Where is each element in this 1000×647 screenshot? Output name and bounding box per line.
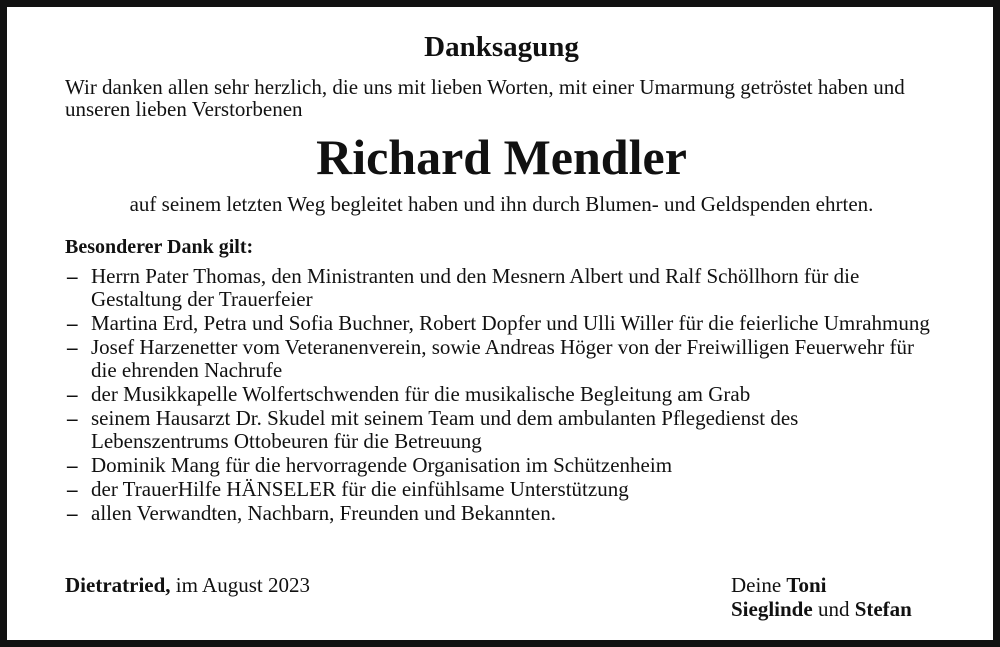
dash-bullet: –: [67, 264, 78, 288]
list-item: [65, 454, 938, 477]
signature-line-1: [731, 573, 912, 597]
signature-and: und: [812, 597, 855, 621]
list-item: [65, 265, 938, 311]
dash-bullet: –: [67, 453, 78, 477]
footer-place-date: [65, 573, 310, 597]
signature-prefix: Deine: [731, 573, 787, 597]
list-item-text: allen Verwandten, Nachbarn, Freunden und Bekannten.: [91, 501, 556, 525]
list-item: [65, 383, 938, 406]
footer-date: im August 2023: [170, 573, 310, 597]
dash-bullet: –: [67, 382, 78, 406]
thanks-list: [65, 265, 938, 526]
thanks-heading: Besonderer Dank gilt:: [65, 236, 254, 258]
dash-bullet: –: [67, 477, 78, 501]
list-item: [65, 312, 938, 335]
dash-bullet: –: [67, 501, 78, 525]
intro-text: Wir danken allen sehr herzlich, die uns mit lieben Worten, mit einer Umarmung getröstet haben und unseren lieben Verstorbenen: [65, 75, 905, 121]
dash-bullet: –: [67, 406, 78, 430]
footer-signature: [731, 573, 912, 621]
signature-name-stefan: Stefan: [854, 597, 912, 621]
dash-bullet: –: [67, 335, 78, 359]
list-item: [65, 502, 938, 525]
list-item: [65, 407, 938, 453]
deceased-name: Richard Mendler: [316, 129, 687, 185]
footer-place: Dietratried,: [65, 573, 171, 597]
list-item-text: Dominik Mang für die hervorragende Organisation im Schützenheim: [91, 453, 673, 477]
notice-title: Danksagung: [424, 31, 579, 63]
list-item-text: Josef Harzenetter vom Veteranenverein, sowie Andreas Höger von der Freiwilligen Feuerwehr für die ehrenden Nachrufe: [91, 335, 914, 382]
signature-name-toni: Toni: [786, 573, 827, 597]
signature-name-sieglinde: Sieglinde: [731, 597, 813, 621]
notice-content: [65, 7, 938, 640]
list-item-text: seinem Hausarzt Dr. Skudel mit seinem Team und dem ambulanten Pflegedienst des Lebenszentrums Ottobeuren für die Betreuung: [91, 406, 799, 453]
list-item-text: der Musikkapelle Wolfertschwenden für die musikalische Begleitung am Grab: [91, 382, 751, 406]
dash-bullet: –: [67, 311, 78, 335]
list-item-text: Martina Erd, Petra und Sofia Buchner, Robert Dopfer und Ulli Willer für die feierliche Umrahmung: [91, 311, 930, 335]
signature-line-2: [731, 597, 912, 621]
after-name-text: auf seinem letzten Weg begleitet haben und ihn durch Blumen- und Geldspenden ehrten.: [129, 192, 874, 216]
list-item-text: Herrn Pater Thomas, den Ministranten und den Mesnern Albert und Ralf Schöllhorn für die Gestaltung der Trauerfeier: [91, 264, 860, 311]
list-item: [65, 478, 938, 501]
list-item-text: der TrauerHilfe HÄNSELER für die einfühlsame Unterstützung: [91, 477, 629, 501]
list-item: [65, 336, 938, 382]
